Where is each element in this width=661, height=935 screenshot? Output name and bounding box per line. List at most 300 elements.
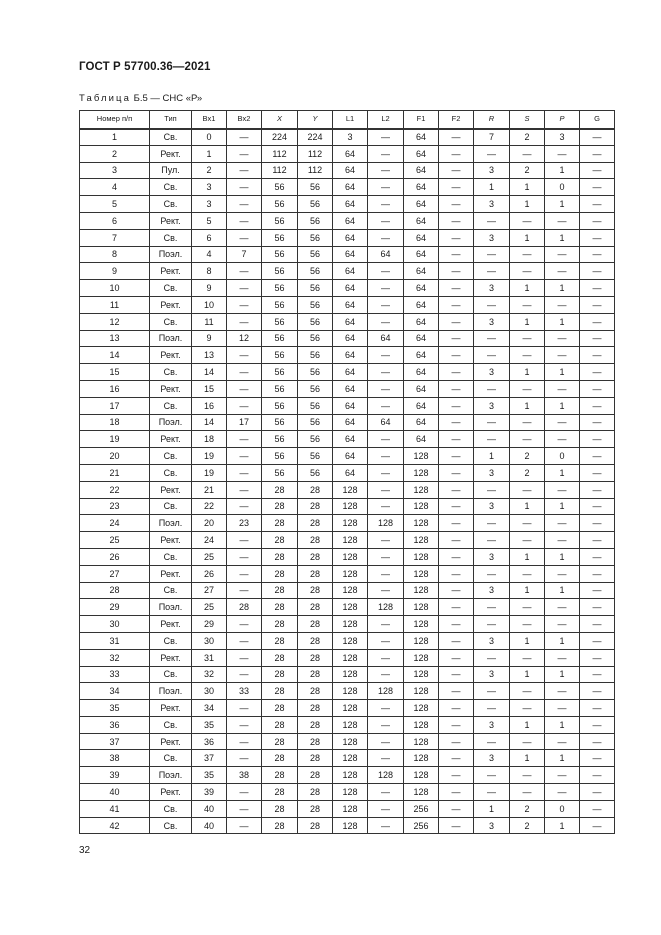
table-cell: 64 (333, 364, 368, 381)
table-cell: 3 (80, 162, 150, 179)
table-cell: 1 (545, 750, 580, 767)
table-cell: — (439, 364, 474, 381)
table-cell: 18 (192, 431, 227, 448)
table-cell: — (474, 616, 510, 633)
table-cell: 56 (298, 364, 333, 381)
table-cell: 1 (545, 397, 580, 414)
table-cell: 128 (333, 750, 368, 767)
table-cell: 56 (298, 397, 333, 414)
table-cell: — (545, 515, 580, 532)
table-cell: — (580, 313, 615, 330)
table-body (80, 129, 615, 834)
table-cell: Рект. (150, 296, 192, 313)
table-row (80, 599, 615, 616)
table-cell: — (227, 532, 262, 549)
table-cell: 128 (404, 716, 439, 733)
table-cell: 28 (298, 532, 333, 549)
table-cell: 64 (333, 414, 368, 431)
table-cell: 3 (192, 196, 227, 213)
table-cell: 64 (404, 280, 439, 297)
table-row (80, 162, 615, 179)
table-cell: — (510, 784, 545, 801)
table-cell: 128 (404, 548, 439, 565)
table-cell: — (545, 616, 580, 633)
table-cell: — (545, 683, 580, 700)
table-cell: Рект. (150, 733, 192, 750)
table-cell: 32 (80, 649, 150, 666)
table-row (80, 666, 615, 683)
table-cell: — (474, 145, 510, 162)
table-cell: 37 (80, 733, 150, 750)
table-cell: — (510, 145, 545, 162)
column-header: F1 (404, 111, 439, 129)
table-row (80, 280, 615, 297)
table-cell: 56 (298, 296, 333, 313)
column-header: G (580, 111, 615, 129)
table-cell: — (368, 532, 404, 549)
table-row (80, 380, 615, 397)
table-cell: — (227, 817, 262, 834)
table-cell: — (580, 498, 615, 515)
table-cell: — (227, 347, 262, 364)
table-cell: — (474, 330, 510, 347)
table-cell: 64 (404, 212, 439, 229)
table-cell: 13 (80, 330, 150, 347)
table-cell: 11 (80, 296, 150, 313)
table-cell: 1 (545, 716, 580, 733)
table-cell: — (580, 649, 615, 666)
table-cell: 28 (262, 582, 298, 599)
table-cell: — (439, 548, 474, 565)
table-cell: 128 (404, 632, 439, 649)
table-cell: 18 (80, 414, 150, 431)
table-cell: — (439, 196, 474, 213)
table-cell: 3 (474, 397, 510, 414)
table-cell: — (580, 800, 615, 817)
table-cell: — (368, 565, 404, 582)
table-cell: — (368, 145, 404, 162)
table-cell: — (545, 263, 580, 280)
table-cell: 56 (298, 448, 333, 465)
table-cell: Поэл. (150, 414, 192, 431)
table-cell: 56 (298, 347, 333, 364)
table-cell: — (545, 784, 580, 801)
table-cell: — (545, 380, 580, 397)
table-cell: — (580, 145, 615, 162)
table-cell: Св. (150, 364, 192, 381)
table-cell: 28 (262, 784, 298, 801)
table-cell: — (439, 632, 474, 649)
table-cell: 56 (298, 212, 333, 229)
table-cell: — (580, 347, 615, 364)
table-cell: 29 (192, 616, 227, 633)
table-cell: 1 (545, 280, 580, 297)
table-cell: 128 (404, 532, 439, 549)
table-cell: — (580, 515, 615, 532)
table-cell: — (580, 683, 615, 700)
table-cell: 37 (192, 750, 227, 767)
table-cell: — (545, 565, 580, 582)
table-cell: 56 (262, 364, 298, 381)
table-cell: 56 (262, 431, 298, 448)
table-row (80, 716, 615, 733)
table-cell: 17 (80, 397, 150, 414)
table-cell: 30 (192, 632, 227, 649)
column-header: Bx2 (227, 111, 262, 129)
table-cell: — (368, 263, 404, 280)
table-cell: — (368, 582, 404, 599)
table-cell: 1 (510, 498, 545, 515)
table-cell: — (368, 313, 404, 330)
table-cell: — (580, 397, 615, 414)
table-cell: 64 (404, 364, 439, 381)
table-cell: — (439, 296, 474, 313)
table-cell: — (580, 196, 615, 213)
table-cell: 128 (333, 599, 368, 616)
table-cell: 16 (80, 380, 150, 397)
table-cell: — (545, 767, 580, 784)
table-cell: 9 (192, 330, 227, 347)
table-cell: 23 (227, 515, 262, 532)
table-cell: 13 (192, 347, 227, 364)
table-cell: — (227, 784, 262, 801)
table-row (80, 700, 615, 717)
table-cell: — (580, 229, 615, 246)
table-cell: — (580, 296, 615, 313)
table-cell: — (580, 750, 615, 767)
table-cell: 5 (80, 196, 150, 213)
table-cell: 2 (510, 162, 545, 179)
table-cell: 35 (192, 767, 227, 784)
table-cell: — (227, 481, 262, 498)
table-cell: 8 (80, 246, 150, 263)
table-cell: — (580, 246, 615, 263)
table-cell: 1 (510, 229, 545, 246)
table-cell: 128 (333, 767, 368, 784)
table-cell: Св. (150, 498, 192, 515)
table-cell: — (545, 414, 580, 431)
table-cell: — (580, 414, 615, 431)
table-row (80, 800, 615, 817)
table-cell: — (439, 565, 474, 582)
header-row (80, 111, 615, 129)
table-cell: 0 (545, 448, 580, 465)
table-cell: — (580, 548, 615, 565)
table-cell: Поэл. (150, 683, 192, 700)
table-cell: 16 (192, 397, 227, 414)
table-cell: 128 (404, 750, 439, 767)
table-cell: 1 (510, 196, 545, 213)
table-cell: — (368, 649, 404, 666)
table-cell: — (439, 246, 474, 263)
table-caption-label: Таблица (79, 93, 131, 104)
table-cell: — (439, 515, 474, 532)
table-cell: — (474, 565, 510, 582)
table-cell: — (510, 532, 545, 549)
table-cell: 64 (333, 229, 368, 246)
table-cell: 28 (298, 599, 333, 616)
table-cell: 56 (298, 179, 333, 196)
table-cell: — (368, 800, 404, 817)
table-cell: — (545, 296, 580, 313)
table-cell: 56 (262, 414, 298, 431)
table-cell: 7 (227, 246, 262, 263)
table-cell: 64 (333, 380, 368, 397)
table-cell: — (474, 683, 510, 700)
table-caption (79, 93, 202, 104)
table-cell: 28 (298, 666, 333, 683)
table-cell: 128 (404, 515, 439, 532)
table-cell: 64 (404, 296, 439, 313)
table-cell: 0 (545, 800, 580, 817)
table-cell: 33 (227, 683, 262, 700)
table-cell: — (580, 616, 615, 633)
table-cell: Св. (150, 666, 192, 683)
table-cell: 3 (474, 548, 510, 565)
table-cell: 64 (404, 330, 439, 347)
column-header: F2 (439, 111, 474, 129)
table-cell: 24 (80, 515, 150, 532)
table-cell: — (439, 162, 474, 179)
table-cell: Св. (150, 179, 192, 196)
table-cell: 64 (404, 179, 439, 196)
table-cell: — (227, 800, 262, 817)
table-cell: — (580, 716, 615, 733)
table-cell: — (368, 196, 404, 213)
table-cell: 112 (298, 162, 333, 179)
table-cell: Св. (150, 280, 192, 297)
table-cell: — (545, 649, 580, 666)
table-row (80, 481, 615, 498)
table-cell: 26 (80, 548, 150, 565)
table-row (80, 179, 615, 196)
table-cell: — (474, 431, 510, 448)
table-cell: 56 (262, 380, 298, 397)
table-row (80, 582, 615, 599)
table-cell: 9 (192, 280, 227, 297)
table-cell: — (439, 212, 474, 229)
table-cell: 1 (510, 313, 545, 330)
table-cell: 64 (368, 330, 404, 347)
table-cell: 28 (298, 700, 333, 717)
table-cell: Рект. (150, 212, 192, 229)
table-cell: Св. (150, 632, 192, 649)
table-cell: 2 (510, 800, 545, 817)
table-cell: 38 (227, 767, 262, 784)
table-cell: 64 (404, 162, 439, 179)
table-cell: 64 (333, 196, 368, 213)
table-cell: — (227, 280, 262, 297)
table-cell: — (368, 280, 404, 297)
table-cell: 64 (333, 431, 368, 448)
table-cell: — (227, 582, 262, 599)
table-cell: 28 (262, 599, 298, 616)
table-cell: — (510, 649, 545, 666)
table-cell: — (439, 313, 474, 330)
table-cell: 64 (333, 397, 368, 414)
table-cell: — (439, 800, 474, 817)
table-cell: 28 (298, 616, 333, 633)
table-cell: 28 (262, 716, 298, 733)
table-cell: 26 (192, 565, 227, 582)
table-cell: 28 (227, 599, 262, 616)
table-cell: 22 (192, 498, 227, 515)
table-cell: 7 (474, 129, 510, 146)
table-cell: Поэл. (150, 767, 192, 784)
table-cell: 128 (333, 683, 368, 700)
table-cell: — (227, 750, 262, 767)
table-row (80, 397, 615, 414)
table-cell: 64 (333, 313, 368, 330)
table-cell: — (368, 616, 404, 633)
table-cell: 19 (80, 431, 150, 448)
table-cell: Св. (150, 800, 192, 817)
table-cell: 4 (80, 179, 150, 196)
table-cell: — (439, 414, 474, 431)
table-cell: — (580, 565, 615, 582)
table-cell: — (227, 700, 262, 717)
table-cell: 2 (510, 129, 545, 146)
table-cell: — (580, 280, 615, 297)
table-cell: 1 (545, 548, 580, 565)
column-header: Bx1 (192, 111, 227, 129)
table-cell: 128 (404, 599, 439, 616)
table-row (80, 313, 615, 330)
table-cell: — (368, 464, 404, 481)
table-cell: — (510, 246, 545, 263)
table-cell: 28 (298, 716, 333, 733)
table-row (80, 750, 615, 767)
table-cell: 17 (227, 414, 262, 431)
table-row (80, 330, 615, 347)
table-cell: — (510, 683, 545, 700)
table-cell: 1 (510, 750, 545, 767)
table-cell: Св. (150, 229, 192, 246)
table-cell: — (368, 784, 404, 801)
table-cell: 56 (262, 330, 298, 347)
table-cell: 21 (192, 481, 227, 498)
table-cell: — (439, 179, 474, 196)
table-cell: — (474, 246, 510, 263)
table-cell: 128 (404, 481, 439, 498)
table-cell: 64 (333, 330, 368, 347)
table-cell: 64 (333, 212, 368, 229)
table-cell: 64 (404, 397, 439, 414)
table-cell: 56 (262, 179, 298, 196)
table-cell: 28 (298, 515, 333, 532)
table-cell: 11 (192, 313, 227, 330)
table-cell: 2 (510, 817, 545, 834)
table-cell: 35 (80, 700, 150, 717)
table-cell: Рект. (150, 784, 192, 801)
table-cell: — (227, 666, 262, 683)
table-cell: 19 (192, 448, 227, 465)
table-cell: — (439, 616, 474, 633)
table-cell: — (510, 481, 545, 498)
table-cell: 1 (545, 582, 580, 599)
table-cell: — (580, 448, 615, 465)
table-cell: — (227, 649, 262, 666)
table-cell: 9 (80, 263, 150, 280)
table-cell: Рект. (150, 649, 192, 666)
table-cell: 56 (298, 431, 333, 448)
table-cell: 128 (404, 767, 439, 784)
table-cell: 128 (368, 599, 404, 616)
column-header: Номер п/п (80, 111, 150, 129)
table-cell: 128 (333, 532, 368, 549)
table-cell: — (368, 716, 404, 733)
table-cell: 3 (474, 632, 510, 649)
table-cell: 28 (298, 750, 333, 767)
table-cell: — (510, 380, 545, 397)
table-cell: — (439, 666, 474, 683)
table-cell: — (510, 515, 545, 532)
table-cell: 28 (298, 817, 333, 834)
table-cell: 28 (298, 683, 333, 700)
table-cell: 128 (404, 498, 439, 515)
table-cell: — (580, 263, 615, 280)
table-cell: 64 (404, 129, 439, 146)
page-number: 32 (79, 845, 91, 856)
table-cell: — (510, 212, 545, 229)
table-cell: 128 (333, 666, 368, 683)
table-cell: 64 (404, 246, 439, 263)
table-cell: 14 (192, 364, 227, 381)
table-cell: 12 (227, 330, 262, 347)
table-cell: — (580, 330, 615, 347)
table-cell: — (439, 145, 474, 162)
table-cell: 56 (262, 263, 298, 280)
table-cell: — (227, 616, 262, 633)
table-cell: — (227, 733, 262, 750)
table-cell: 8 (192, 263, 227, 280)
table-cell: 3 (474, 582, 510, 599)
table-cell: 128 (333, 548, 368, 565)
table-cell: 21 (80, 464, 150, 481)
table-cell: — (227, 464, 262, 481)
table-cell: 128 (333, 565, 368, 582)
table-cell: — (545, 145, 580, 162)
table-cell: — (474, 784, 510, 801)
table-cell: 128 (333, 616, 368, 633)
table-cell: 64 (404, 431, 439, 448)
table-cell: 128 (404, 464, 439, 481)
table-cell: — (368, 364, 404, 381)
table-cell: 128 (404, 582, 439, 599)
table-cell: 2 (510, 448, 545, 465)
table-cell: Св. (150, 548, 192, 565)
table-cell: 36 (192, 733, 227, 750)
table-cell: — (439, 347, 474, 364)
table-cell: 20 (80, 448, 150, 465)
table-cell: 23 (80, 498, 150, 515)
table-cell: — (580, 212, 615, 229)
table-cell: — (580, 700, 615, 717)
table-cell: 2 (80, 145, 150, 162)
table-cell: 27 (192, 582, 227, 599)
table-cell: — (227, 548, 262, 565)
table-cell: — (545, 599, 580, 616)
table-cell: 1 (510, 397, 545, 414)
table-cell: — (510, 733, 545, 750)
table-cell: — (439, 733, 474, 750)
table-cell: 28 (298, 548, 333, 565)
table-cell: 128 (404, 700, 439, 717)
table-cell: 64 (404, 313, 439, 330)
table-row (80, 431, 615, 448)
table-cell: — (580, 767, 615, 784)
table-cell: — (368, 448, 404, 465)
